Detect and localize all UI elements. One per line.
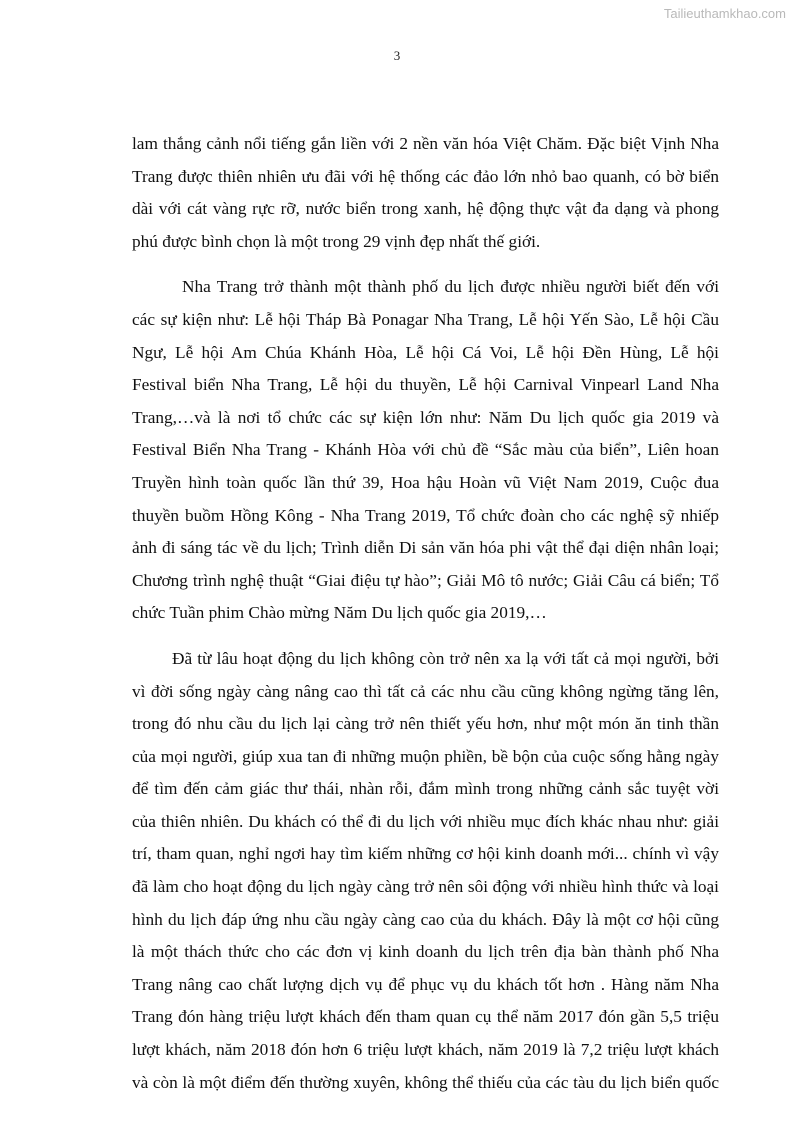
page-number: 3 <box>393 48 401 63</box>
text-line: chức Tuần phim Chào mừng Năm Du lịch quốc gia 2019,… <box>132 603 547 623</box>
watermark: Tailieuthamkhao.com <box>663 6 786 21</box>
text-line: lam thắng cảnh nổi tiếng gắn liền với 2 nền văn hóa Việt Chăm. Đặc biệt Vịnh Nha <box>132 134 719 153</box>
text-line: Nha Trang trở thành một thành phố du lịch được nhiều người biết đến với <box>182 277 719 297</box>
text-line: phú được bình chọn là một trong 29 vịnh đẹp nhất thế giới. <box>132 231 541 251</box>
text-line: dài với cát vàng rực rỡ, nước biển trong xanh, hệ động thực vật đa dạng và phong <box>132 199 719 219</box>
text-line: Trang đón hàng triệu lượt khách đến tham quan cụ thể năm 2017 đón gần 5,5 triệu <box>132 1007 719 1027</box>
document-body <box>132 128 719 1112</box>
text-line: ảnh đi sáng tác về du lịch; Trình diễn Di sản văn hóa phi vật thể đại diện nhân loại; <box>132 538 719 558</box>
text-line: đã làm cho hoạt động du lịch ngày càng trở nên sôi động với nhiều hình thức và loại <box>132 877 719 897</box>
text-line: để tìm đến cảm giác thư thái, nhàn rỗi, đắm mình trong những cảnh sắc tuyệt vời <box>132 779 719 799</box>
text-line: trong đó nhu cầu du lịch lại càng trở nên thiết yếu hơn, như một món ăn tinh thần <box>132 714 719 734</box>
text-line: Festival Biển Nha Trang - Khánh Hòa với chủ đề “Sắc màu của biển”, Liên hoan <box>132 440 719 460</box>
text-line: trí, tham quan, nghỉ ngơi hay tìm kiếm những cơ hội kinh doanh mới... chính vì vậy <box>132 844 719 864</box>
text-line: Truyền hình toàn quốc lần thứ 39, Hoa hậu Hoàn vũ Việt Nam 2019, Cuộc đua <box>132 472 719 492</box>
text-line: của mọi người, giúp xua tan đi những muộn phiền, bề bộn của cuộc sống hằng ngày <box>132 746 719 766</box>
text-line: Festival biển Nha Trang, Lễ hội du thuyền, Lễ hội Carnival Vinpearl Land Nha <box>132 375 719 395</box>
text-line: các sự kiện như: Lễ hội Tháp Bà Ponagar Nha Trang, Lễ hội Yến Sào, Lễ hội Cầu <box>132 309 719 329</box>
text-line: Ngư, Lễ hội Am Chúa Khánh Hòa, Lễ hội Cá Voi, Lễ hội Đền Hùng, Lễ hội <box>132 342 719 362</box>
paragraph-hoat-dong-du-lich <box>132 643 719 1099</box>
text-line: vì đời sống ngày càng nâng cao thì tất cả các nhu cầu cũng không ngừng tăng lên, <box>132 681 719 701</box>
paragraph-su-kien <box>132 271 719 630</box>
text-line: Trang được thiên nhiên ưu đãi với hệ thống các đảo lớn nhỏ bao quanh, có bờ biển <box>132 166 719 186</box>
text-line: Trang nâng cao chất lượng dịch vụ để phục vụ du khách tốt hơn . Hàng năm Nha <box>132 974 719 994</box>
text-line: Chương trình nghệ thuật “Giai điệu tự hào”; Giải Mô tô nước; Giải Câu cá biển; Tổ <box>132 570 719 590</box>
text-line: thuyền buồm Hồng Kông - Nha Trang 2019, Tổ chức đoàn cho các nghệ sỹ nhiếp <box>132 505 719 525</box>
text-line: là một thách thức cho các đơn vị kinh doanh du lịch trên địa bàn thành phố Nha <box>132 942 719 962</box>
text-line: của thiên nhiên. Du khách có thể đi du lịch với nhiều mục đích khác nhau như: giải <box>132 811 719 831</box>
text-line: Đã từ lâu hoạt động du lịch không còn trở nên xa lạ với tất cả mọi người, bởi <box>172 648 719 668</box>
text-line: Trang,…và là nơi tổ chức các sự kiện lớn như: Năm Du lịch quốc gia 2019 và <box>132 407 719 427</box>
text-line: và còn là một điểm đến thường xuyên, không thể thiếu của các tàu du lịch biển quốc <box>132 1072 719 1092</box>
text-line: hình du lịch đáp ứng nhu cầu ngày càng cao của du khách. Đây là một cơ hội cũng <box>132 909 719 929</box>
text-line: lượt khách, năm 2018 đón hơn 6 triệu lượt khách, năm 2019 là 7,2 triệu lượt khách <box>132 1040 719 1060</box>
paragraph-vinh-nha-trang <box>132 128 719 258</box>
